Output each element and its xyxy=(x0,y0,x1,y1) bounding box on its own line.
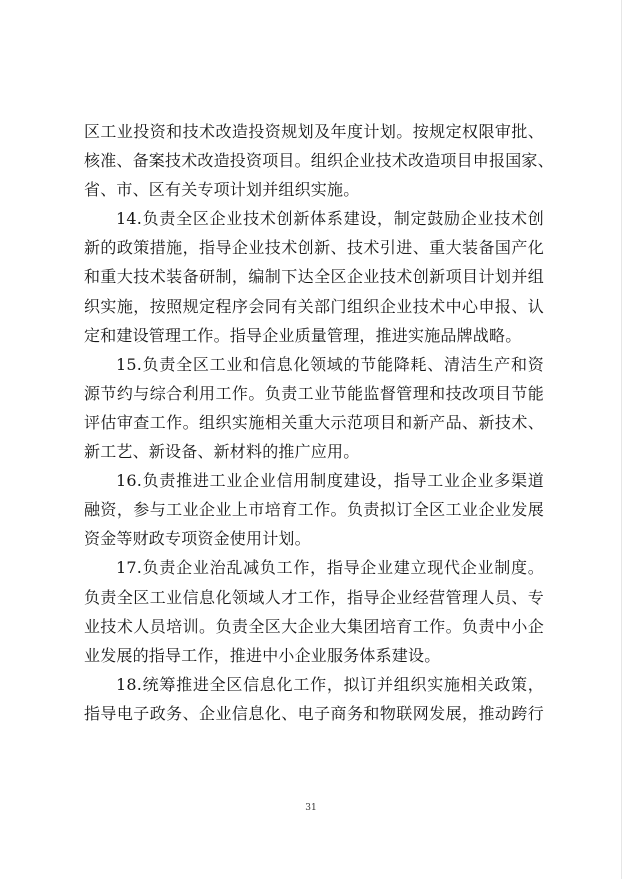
text-line: 指导电子政务、企业信息化、电子商务和物联网发展，推动跨行 xyxy=(84,703,544,723)
text-line: 业发展的指导工作，推进中小企业服务体系建设。 xyxy=(84,645,441,665)
text-line: 18.统筹推进全区信息化工作，拟订并组织实施相关政策， xyxy=(116,674,544,694)
text-line: 评估审查工作。组织实施相关重大示范项目和新产品、新技术、 xyxy=(84,412,544,432)
text-line: 区工业投资和技术改造投资规划及年度计划。按规定权限审批、 xyxy=(84,122,544,141)
text-line: 新工艺、新设备、新材料的推广应用。 xyxy=(84,442,360,462)
text-line: 16.负责推进工业企业信用制度建设，指导工业企业多渠道 xyxy=(116,471,544,491)
text-line: 资金等财政专项资金使用计划。 xyxy=(84,529,311,549)
text-line: 17.负责企业治乱减负工作，指导企业建立现代企业制度。 xyxy=(116,558,544,578)
text-line: 定和建设管理工作。指导企业质量管理，推进实施品牌战略。 xyxy=(84,325,522,345)
text-line: 新的政策措施，指导企业技术创新、技术引进、重大装备国产化 xyxy=(84,238,544,258)
text-line: 省、市、区有关专项计划并组织实施。 xyxy=(84,180,360,200)
text-line: 和重大技术装备研制，编制下达全区企业技术创新项目计划并组 xyxy=(84,267,544,287)
text-line: 14.负责全区企业技术创新体系建设，制定鼓励企业技术创 xyxy=(116,209,544,229)
body-text xyxy=(84,117,554,728)
page-number: 31 xyxy=(305,803,317,813)
text-line: 融资，参与工业企业上市培育工作。负责拟订全区工业企业发展 xyxy=(84,500,544,520)
text-line: 业技术人员培训。负责全区大企业大集团培育工作。负责中小企 xyxy=(84,616,544,636)
text-line: 负责全区工业信息化领域人才工作，指导企业经营管理人员、专 xyxy=(84,587,544,607)
text-line: 核准、备案技术改造投资项目。组织企业技术改造项目申报国家、 xyxy=(84,151,554,171)
text-line: 15.负责全区工业和信息化领域的节能降耗、清洁生产和资 xyxy=(116,354,544,374)
text-line: 源节约与综合利用工作。负责工业节能监督管理和技改项目节能 xyxy=(84,383,544,403)
text-line: 织实施，按照规定程序会同有关部门组织企业技术中心申报、认 xyxy=(84,296,544,316)
